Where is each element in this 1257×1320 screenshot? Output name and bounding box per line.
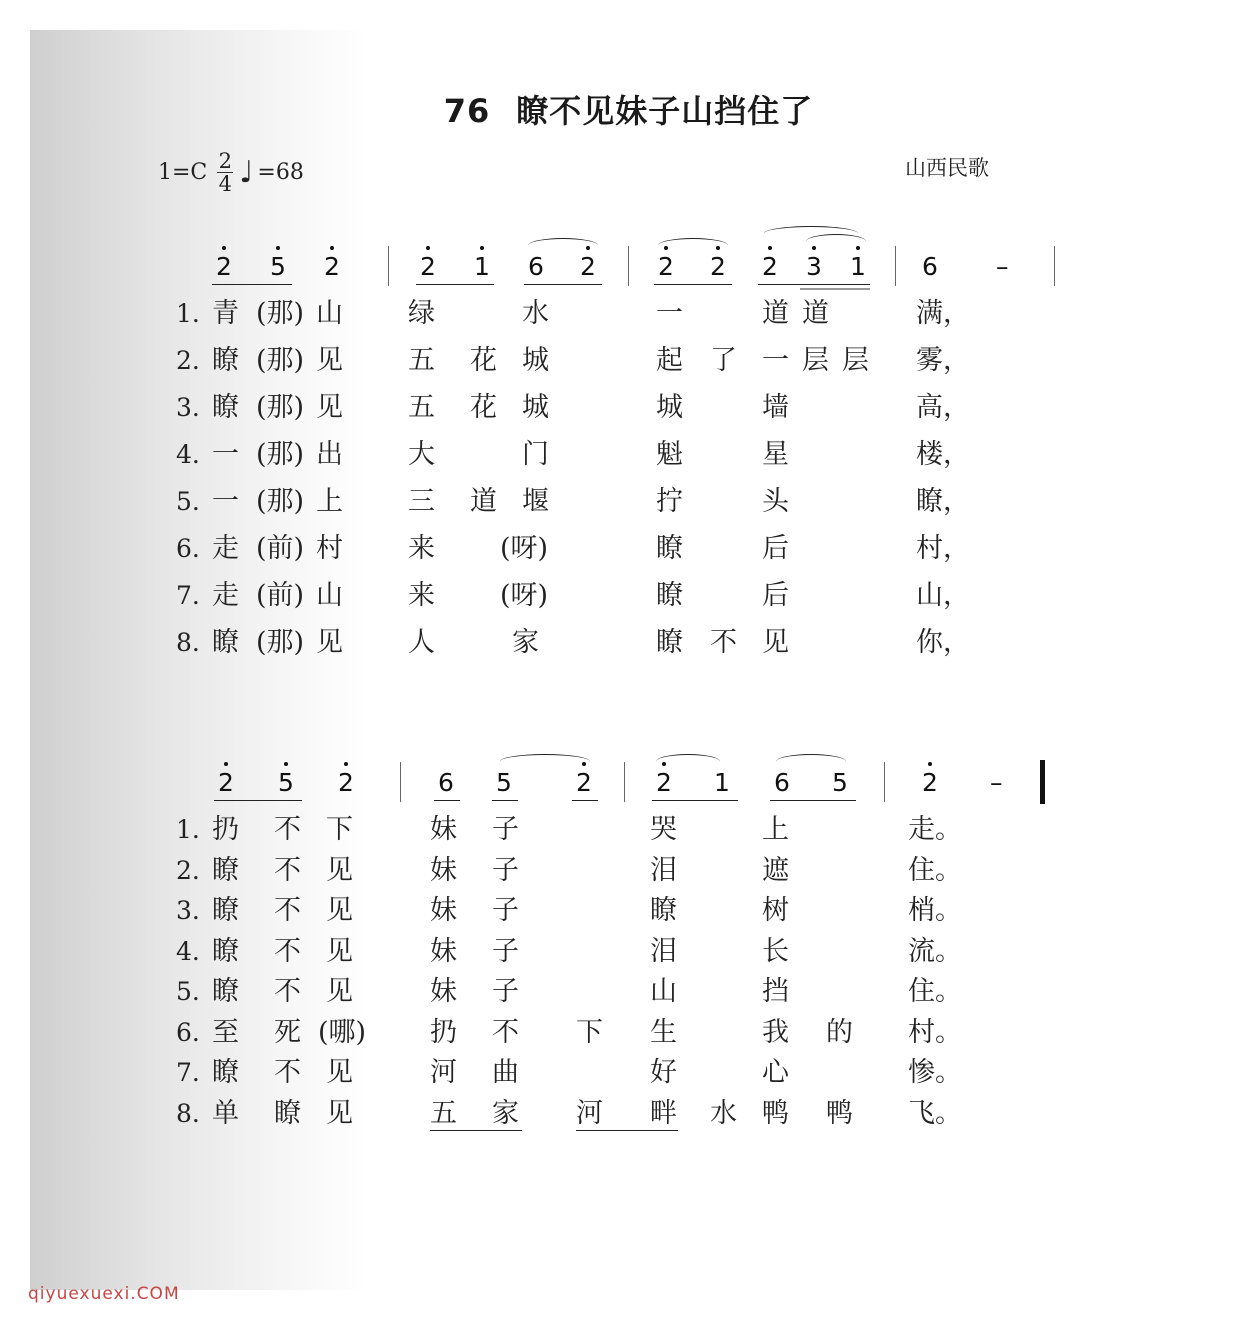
lyric1-7-1: (那) [256, 627, 305, 658]
slur-s2-2 [776, 754, 846, 769]
lyric1-7-7: 见 [762, 627, 789, 658]
lyric2-4-6: 挡 [762, 976, 789, 1007]
verse2-num-1: 2. [176, 855, 200, 885]
lyric1-6-4: (呀) [500, 580, 549, 611]
lyric1-3-6: 星 [762, 439, 789, 470]
lyric2-2-0: 瞭 [212, 895, 239, 926]
note-s1-2: 2 [320, 252, 344, 282]
verse2-num-4: 5. [176, 977, 200, 1006]
lyric-underline-2 [576, 1130, 678, 1131]
lyric1-1-11: 雾， [916, 345, 970, 376]
note-s2-6: 2 [652, 768, 676, 798]
lyric2-7-6: 畔 [650, 1097, 677, 1129]
lyric2-1-5: 泪 [650, 854, 677, 886]
lyric2-5-8: 的 [826, 1016, 853, 1048]
beam-s2-0 [214, 800, 302, 801]
lyric1-3-2: 出 [316, 439, 343, 470]
note-s2-4: 5 [496, 768, 512, 797]
sustain-dash-s2: – [990, 768, 1003, 797]
lyric2-5-7: 我 [762, 1016, 789, 1048]
note-s2-7: 1 [714, 768, 730, 797]
lyric2-2-7: 梢。 [908, 895, 962, 926]
beam-s1-2 [524, 284, 602, 285]
lyric2-6-6: 心 [762, 1057, 789, 1088]
lyric1-1-7: 了 [710, 345, 737, 376]
lyric1-1-5: 城 [522, 345, 549, 376]
barline-s2-2 [884, 762, 885, 802]
lyric1-4-2: 上 [316, 486, 343, 517]
lyric2-7-0: 单 [212, 1097, 239, 1129]
lyric1-7-4: 家 [512, 627, 539, 658]
lyric2-4-4: 子 [492, 976, 519, 1007]
beam-s2-2 [492, 800, 518, 801]
lyric1-6-2: 山 [316, 580, 343, 611]
lyric1-2-2: 见 [316, 392, 343, 423]
lyric2-3-5: 泪 [650, 935, 677, 967]
lyric2-5-1: 死 [274, 1016, 301, 1048]
lyric1-2-3: 五 [408, 392, 435, 423]
watermark: qiyuexuexi.COM [28, 1284, 180, 1304]
note-s1-9: 2 [758, 252, 782, 282]
lyric2-7-8: 鸭 [762, 1097, 789, 1129]
song-origin: 山西民歌 [905, 156, 989, 180]
beam-grey-s1 [800, 288, 870, 290]
lyric2-2-5: 瞭 [650, 895, 677, 926]
lyric1-4-1: (那) [256, 486, 305, 517]
lyric2-3-3: 妹 [430, 935, 457, 967]
lyric2-3-2: 见 [326, 935, 353, 967]
lyric1-4-4: 道 [470, 486, 497, 517]
lyric2-2-6: 树 [762, 895, 789, 926]
lyric1-4-8: 瞭， [916, 486, 970, 517]
lyric2-3-6: 长 [762, 935, 789, 967]
lyric2-2-1: 不 [274, 895, 301, 926]
note-s1-5: 6 [528, 252, 544, 281]
barline-s1-3 [1054, 246, 1055, 286]
lyric2-2-4: 子 [492, 895, 519, 926]
beam-s1-1 [416, 284, 494, 285]
beam-s1-3 [654, 284, 732, 285]
lyric1-4-6: 拧 [656, 486, 683, 517]
time-bottom: 4 [218, 172, 232, 196]
lyric2-1-7: 住。 [908, 854, 962, 886]
lyric2-3-0: 瞭 [212, 935, 239, 967]
lyric1-0-7: 道 [802, 298, 829, 329]
lyric1-0-1: (那) [256, 298, 305, 329]
sustain-dash-s1: – [996, 252, 1009, 281]
lyric2-4-0: 瞭 [212, 976, 239, 1007]
verse2-num-2: 3. [176, 896, 200, 925]
lyric1-4-0: 一 [212, 486, 239, 517]
note-s1-10: 3 [802, 252, 826, 282]
lyric1-3-3: 大 [408, 439, 435, 470]
key-signature [158, 150, 304, 195]
lyric2-0-1: 不 [274, 814, 301, 845]
slur-s2-0 [500, 754, 590, 769]
lyric2-1-2: 见 [326, 854, 353, 886]
lyric1-4-5: 堰 [522, 486, 549, 517]
lyric2-5-2: (哪) [318, 1016, 367, 1048]
note-s1-4: 1 [470, 252, 494, 282]
lyric2-6-3: 河 [430, 1057, 457, 1088]
lyric1-3-1: (那) [256, 439, 305, 470]
verse2-num-6: 7. [176, 1058, 200, 1087]
lyric2-5-6: 生 [650, 1016, 677, 1048]
lyric1-5-4: (呀) [500, 533, 549, 564]
lyric2-7-4: 家 [492, 1097, 519, 1129]
note-s1-6: 2 [576, 252, 600, 282]
lyric1-0-2: 山 [316, 298, 343, 329]
lyric2-4-1: 不 [274, 976, 301, 1007]
lyric1-2-1: (那) [256, 392, 305, 423]
lyric1-5-2: 村 [316, 533, 343, 564]
lyric1-7-3: 人 [408, 627, 435, 658]
lyric2-2-3: 妹 [430, 895, 457, 926]
lyric1-7-5: 瞭 [656, 627, 683, 658]
lyric1-7-2: 见 [316, 627, 343, 658]
lyric1-3-7: 楼， [916, 439, 970, 470]
lyric1-7-0: 瞭 [212, 627, 239, 658]
beam-s1-4 [758, 284, 870, 285]
lyric2-7-1: 瞭 [274, 1097, 301, 1129]
note-s1-8: 2 [706, 252, 730, 282]
lyric1-1-3: 五 [408, 345, 435, 376]
lyric1-1-6: 起 [656, 345, 683, 376]
slur-s1-1 [658, 238, 728, 253]
lyric1-0-3: 绿 [408, 298, 435, 329]
tempo: =68 [257, 160, 304, 185]
note-s1-12: 6 [922, 252, 938, 281]
verse1-num-4: 5. [176, 487, 200, 516]
lyric2-2-2: 见 [326, 895, 353, 926]
note-s2-5: 2 [572, 768, 596, 798]
barline-s2-1 [624, 762, 625, 802]
lyric1-6-7: 山， [916, 580, 970, 611]
note-s2-9: 5 [832, 768, 848, 797]
lyric1-5-5: 瞭 [656, 533, 683, 564]
lyric2-0-7: 走。 [908, 814, 962, 845]
song-number: 76 [443, 92, 491, 130]
lyric2-6-2: 见 [326, 1057, 353, 1088]
lyric2-0-0: 扔 [212, 814, 239, 845]
lyric1-6-5: 瞭 [656, 580, 683, 611]
lyric1-5-6: 后 [762, 533, 789, 564]
lyric1-6-1: (前) [256, 580, 305, 611]
note-s2-1: 5 [274, 768, 298, 798]
lyric2-5-4: 不 [492, 1016, 519, 1048]
lyric1-2-5: 城 [522, 392, 549, 423]
lyric1-5-7: 村， [916, 533, 970, 564]
note-s2-10: 2 [918, 768, 942, 798]
lyric2-6-0: 瞭 [212, 1057, 239, 1088]
lyric1-1-0: 瞭 [212, 345, 239, 376]
time-top: 2 [218, 149, 232, 173]
lyric2-3-4: 子 [492, 935, 519, 967]
lyric1-2-7: 墙 [762, 392, 789, 423]
lyric1-4-7: 头 [762, 486, 789, 517]
lyric2-3-1: 不 [274, 935, 301, 967]
lyric2-0-4: 子 [492, 814, 519, 845]
lyric1-1-9: 层 [802, 345, 829, 376]
lyric1-3-4: 门 [522, 439, 549, 470]
lyric2-3-7: 流。 [908, 935, 962, 967]
beam-s2-5 [770, 800, 856, 801]
quarter-note-icon: ♩ [239, 155, 254, 190]
lyric2-7-9: 鸭 [826, 1097, 853, 1129]
note-s2-3: 6 [438, 768, 454, 797]
verse1-num-1: 2. [176, 346, 200, 375]
lyric2-4-2: 见 [326, 976, 353, 1007]
note-s1-0: 2 [212, 252, 236, 282]
lyric1-2-4: 花 [470, 392, 497, 423]
lyric1-2-8: 高， [916, 392, 970, 423]
lyric2-5-0: 至 [212, 1016, 239, 1048]
verse2-num-3: 4. [176, 936, 200, 966]
verse1-num-5: 6. [176, 534, 200, 563]
lyric1-1-2: 见 [316, 345, 343, 376]
lyric2-7-5: 河 [576, 1097, 603, 1129]
lyric-underline-1 [430, 1130, 522, 1131]
lyric1-6-3: 来 [408, 580, 435, 611]
lyric1-3-5: 魁 [656, 439, 683, 470]
lyric1-5-3: 来 [408, 533, 435, 564]
verse1-num-7: 8. [176, 628, 200, 657]
note-s2-0: 2 [214, 768, 238, 798]
verse1-num-0: 1. [176, 299, 200, 328]
lyric2-7-3: 五 [430, 1097, 457, 1129]
lyric1-7-8: 你， [916, 627, 970, 658]
time-signature [217, 150, 233, 195]
lyric2-6-4: 曲 [492, 1057, 519, 1088]
lyric2-1-3: 妹 [430, 854, 457, 886]
lyric1-5-1: (前) [256, 533, 305, 564]
lyric2-4-7: 住。 [908, 976, 962, 1007]
lyric2-7-10: 飞。 [908, 1097, 962, 1129]
song-title [0, 86, 1257, 132]
lyric1-0-8: 满， [916, 298, 970, 329]
lyric2-6-7: 惨。 [908, 1057, 962, 1088]
lyric2-0-5: 哭 [650, 814, 677, 845]
lyric2-7-7: 水 [710, 1097, 737, 1129]
barline-s1-2 [895, 246, 896, 286]
verse1-num-6: 7. [176, 581, 200, 610]
lyric1-2-0: 瞭 [212, 392, 239, 423]
slur-s2-1 [656, 754, 720, 769]
lyric2-5-5: 下 [576, 1016, 603, 1048]
lyric2-1-1: 不 [274, 854, 301, 886]
lyric1-1-4: 花 [470, 345, 497, 376]
lyric1-7-6: 不 [710, 627, 737, 658]
lyric2-7-2: 见 [326, 1097, 353, 1129]
lyric1-0-6: 道 [762, 298, 789, 329]
verse2-num-5: 6. [176, 1017, 200, 1047]
note-s2-8: 6 [774, 768, 790, 797]
lyric2-1-4: 子 [492, 854, 519, 886]
lyric2-1-0: 瞭 [212, 854, 239, 886]
lyric1-6-6: 后 [762, 580, 789, 611]
lyric2-4-5: 山 [650, 976, 677, 1007]
key: 1=C [158, 160, 208, 185]
verse1-num-2: 3. [176, 393, 200, 422]
lyric2-6-1: 不 [274, 1057, 301, 1088]
lyric2-4-3: 妹 [430, 976, 457, 1007]
lyric2-5-9: 村。 [908, 1016, 962, 1048]
barline-s1-1 [628, 246, 629, 286]
beam-s2-1 [434, 800, 460, 801]
verse2-num-7: 8. [176, 1098, 200, 1128]
lyric1-5-0: 走 [212, 533, 239, 564]
slur-s1-0 [528, 238, 598, 253]
lyric1-1-1: (那) [256, 345, 305, 376]
beam-s1-0 [212, 284, 292, 285]
beam-s2-4 [652, 800, 738, 801]
lyric1-0-5: 一 [656, 298, 683, 329]
lyric2-0-6: 上 [762, 814, 789, 845]
song-name: 瞭不见妹子山挡住了 [516, 92, 814, 130]
barline-s1-0 [388, 246, 389, 286]
lyric2-0-3: 妹 [430, 814, 457, 845]
lyric1-2-6: 城 [656, 392, 683, 423]
note-s1-7: 2 [654, 252, 678, 282]
note-s1-11: 1 [846, 252, 870, 282]
lyric1-1-8: 一 [762, 345, 789, 376]
lyric2-1-6: 遮 [762, 854, 789, 886]
lyric1-6-0: 走 [212, 580, 239, 611]
verse2-num-0: 1. [176, 815, 200, 844]
note-s1-3: 2 [416, 252, 440, 282]
lyric1-3-0: 一 [212, 439, 239, 470]
verse1-num-3: 4. [176, 440, 200, 469]
note-s1-1: 5 [266, 252, 290, 282]
slur-s1-3 [764, 226, 858, 241]
lyric1-0-0: 青 [212, 298, 239, 329]
lyric2-0-2: 下 [326, 814, 353, 845]
lyric1-4-3: 三 [408, 486, 435, 517]
note-s2-2: 2 [334, 768, 358, 798]
lyric2-6-5: 好 [650, 1057, 677, 1088]
barline-s2-0 [400, 762, 401, 802]
beam-s2-3 [572, 800, 598, 801]
lyric2-5-3: 扔 [430, 1016, 457, 1048]
final-barline [1040, 760, 1045, 804]
lyric1-1-10: 层 [842, 345, 869, 376]
lyric1-0-4: 水 [522, 298, 549, 329]
